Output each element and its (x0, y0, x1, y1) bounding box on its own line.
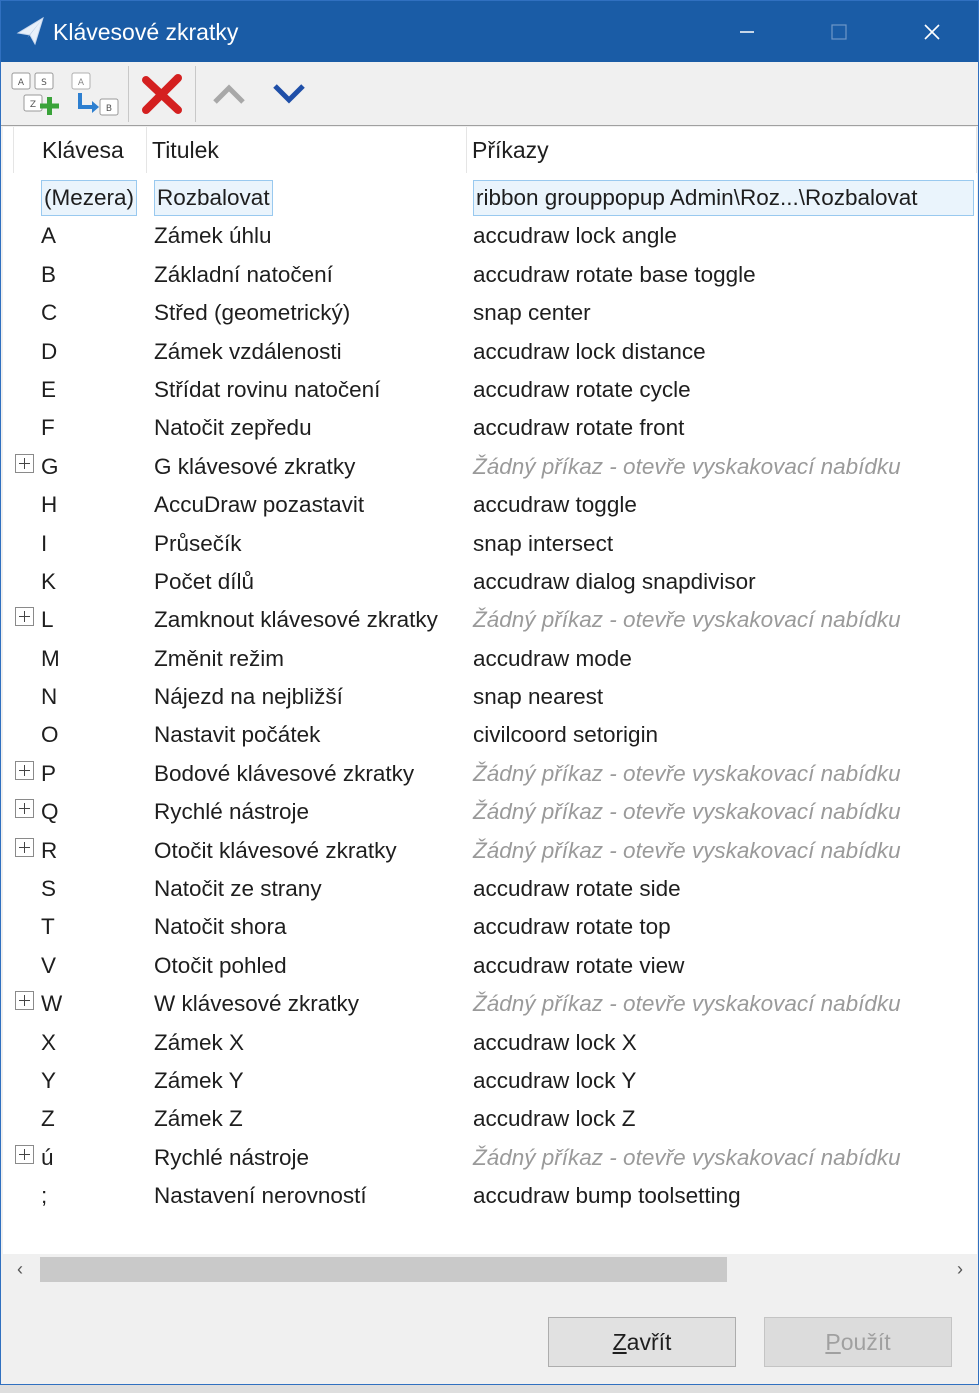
window-title: Klávesové zkratky (53, 19, 239, 45)
cell-title: Natočit ze strany (154, 876, 322, 902)
cell-key: Q (41, 799, 59, 825)
table-row[interactable] (3, 256, 977, 294)
cell-title: Zámek úhlu (154, 223, 272, 249)
cell-command: snap nearest (473, 684, 604, 710)
chevron-left-icon: ‹ (17, 1259, 23, 1279)
cell-key: P (41, 760, 57, 786)
shortcut-list[interactable] (3, 127, 977, 1254)
cell-command: accudraw rotate top (473, 914, 671, 940)
table-row[interactable] (3, 371, 977, 409)
cell-command: accudraw mode (473, 645, 632, 671)
cell-command: Žádný příkaz - otevře vyskakovací nabídku (473, 1144, 901, 1170)
cell-command: accudraw lock X (473, 1029, 637, 1055)
cell-key: ú (41, 1144, 54, 1170)
cell-key: A (41, 223, 57, 249)
toolbar (1, 62, 978, 126)
table-row[interactable] (3, 985, 977, 1023)
cell-key: W (41, 991, 63, 1017)
cell-title: Zámek Z (154, 1106, 243, 1132)
cell-title: Zámek Y (154, 1067, 244, 1093)
expand-icon[interactable] (15, 838, 34, 857)
cell-key: R (41, 837, 58, 863)
table-row[interactable] (3, 793, 977, 831)
cell-title: AccuDraw pozastavit (154, 492, 365, 518)
cell-command: Žádný příkaz - otevře vyskakovací nabídku (473, 799, 901, 825)
cell-title: Rozbalovat (154, 180, 273, 216)
table-row[interactable] (3, 1177, 977, 1215)
cell-title: Zámek vzdálenosti (154, 338, 342, 364)
add-shortcut-icon (8, 67, 62, 121)
cell-command: Žádný příkaz - otevře vyskakovací nabídku (473, 837, 901, 863)
cell-title: W klávesové zkratky (154, 991, 360, 1017)
cell-command: Žádný příkaz - otevře vyskakovací nabídku (473, 607, 901, 633)
cell-key: Z (41, 1106, 55, 1132)
cell-key: (Mezera) (41, 180, 137, 216)
cell-command: accudraw lock Y (473, 1067, 637, 1093)
cell-title: Počet dílů (154, 568, 255, 594)
cell-title: Nastavení nerovností (154, 1183, 367, 1209)
title-bar (1, 1, 978, 62)
cell-command: Žádný příkaz - otevře vyskakovací nabídku (473, 991, 901, 1017)
cell-key: I (41, 530, 48, 556)
cell-command: accudraw rotate base toggle (473, 261, 756, 287)
table-row[interactable] (3, 716, 977, 754)
cell-key: L (41, 607, 54, 633)
table-row[interactable] (3, 563, 977, 601)
cell-command: accudraw rotate cycle (473, 376, 691, 402)
toolbar-separator (128, 66, 129, 122)
svg-text:B: B (105, 104, 113, 114)
apply-button[interactable] (764, 1317, 952, 1367)
horizontal-scrollbar[interactable] (3, 1254, 977, 1285)
cell-title: Otočit pohled (154, 952, 287, 978)
close-button[interactable] (548, 1317, 736, 1367)
cell-command: accudraw lock distance (473, 338, 706, 364)
column-header-title[interactable]: Titulek (147, 127, 467, 173)
table-row[interactable] (3, 448, 977, 486)
minimize-icon (739, 24, 755, 40)
cell-key: Y (41, 1067, 57, 1093)
cell-key: M (41, 645, 60, 671)
cell-title: Zámek X (154, 1029, 245, 1055)
cell-command: accudraw rotate front (473, 415, 685, 441)
delete-icon (140, 72, 184, 116)
cell-title: Rychlé nástroje (154, 1144, 310, 1170)
column-header-command[interactable]: Příkazy (467, 127, 977, 173)
cell-key: V (41, 952, 57, 978)
add-sub-shortcut-icon (66, 67, 122, 121)
list-header (3, 127, 977, 173)
cell-key: C (41, 300, 58, 326)
table-row[interactable] (3, 179, 977, 217)
cell-command: accudraw toggle (473, 492, 637, 518)
scroll-right-button[interactable] (943, 1254, 977, 1285)
table-row[interactable] (3, 640, 977, 678)
cell-title: Natočit shora (154, 914, 287, 940)
move-down-icon (269, 74, 309, 114)
cell-key: T (41, 914, 55, 940)
table-row[interactable] (3, 333, 977, 371)
svg-text:A: A (17, 78, 25, 88)
cell-command: accudraw dialog snapdivisor (473, 568, 756, 594)
toolbar-separator (195, 66, 196, 122)
cell-title: Střídat rovinu natočení (154, 376, 381, 402)
cell-title: G klávesové zkratky (154, 453, 356, 479)
cell-command: accudraw rotate view (473, 952, 685, 978)
table-row[interactable] (3, 755, 977, 793)
maximize-button[interactable] (793, 1, 885, 62)
cell-command: snap center (473, 300, 591, 326)
close-button-label: avřít (626, 1329, 672, 1355)
cell-key: K (41, 568, 57, 594)
move-down-button[interactable] (261, 66, 317, 122)
cell-command: Žádný příkaz - otevře vyskakovací nabídku (473, 760, 901, 786)
table-row[interactable] (3, 525, 977, 563)
table-row[interactable] (3, 1139, 977, 1177)
cell-key: O (41, 722, 59, 748)
svg-text:Z: Z (29, 100, 37, 110)
cell-key: N (41, 684, 58, 710)
cell-command: civilcoord setorigin (473, 722, 659, 748)
move-up-icon (209, 74, 249, 114)
cell-title: Otočit klávesové zkratky (154, 837, 397, 863)
svg-text:A: A (77, 78, 85, 88)
cell-command: snap intersect (473, 530, 614, 556)
close-window-button[interactable] (886, 1, 978, 62)
table-row[interactable] (3, 947, 977, 985)
cell-key: X (41, 1029, 57, 1055)
table-row[interactable] (3, 601, 977, 639)
table-row[interactable] (3, 1100, 977, 1138)
cell-title: Bodové klávesové zkratky (154, 760, 415, 786)
table-row[interactable] (3, 870, 977, 908)
cell-title: Nastavit počátek (154, 722, 321, 748)
move-up-button[interactable] (201, 66, 257, 122)
cell-key: F (41, 415, 55, 441)
add-shortcut-button[interactable] (7, 66, 63, 122)
column-header-key[interactable]: Klávesa (13, 127, 147, 173)
close-button-mnemonic: Z (612, 1329, 627, 1355)
table-row[interactable] (3, 294, 977, 332)
expand-icon[interactable] (15, 991, 34, 1010)
cell-command: accudraw bump toolsetting (473, 1183, 741, 1209)
minimize-button[interactable] (701, 1, 793, 62)
apply-button-mnemonic: P (825, 1329, 841, 1355)
app-icon (15, 15, 47, 47)
expand-icon[interactable] (15, 454, 34, 473)
cell-key: G (41, 453, 59, 479)
cell-command: ribbon grouppopup Admin\Roz...\Rozbalovat (473, 180, 974, 216)
scroll-left-button[interactable] (3, 1254, 37, 1285)
cell-key: D (41, 338, 58, 364)
expand-icon[interactable] (15, 799, 34, 818)
cell-command: accudraw lock angle (473, 223, 677, 249)
table-row[interactable] (3, 678, 977, 716)
cell-command: Žádný příkaz - otevře vyskakovací nabídku (473, 453, 901, 479)
close-icon (923, 23, 941, 41)
table-row[interactable] (3, 832, 977, 870)
table-row[interactable] (3, 409, 977, 447)
cell-key: B (41, 261, 57, 287)
list-rows (3, 179, 977, 1216)
cell-key: S (41, 876, 57, 902)
cell-title: Natočit zepředu (154, 415, 312, 441)
cell-command: accudraw rotate side (473, 876, 681, 902)
cell-title: Nájezd na nejbližší (154, 684, 343, 710)
expand-icon[interactable] (15, 1145, 34, 1164)
cell-title: Průsečík (154, 530, 242, 556)
table-row[interactable] (3, 217, 977, 255)
chevron-right-icon: › (957, 1259, 963, 1279)
table-row[interactable] (3, 908, 977, 946)
cell-title: Základní natočení (154, 261, 333, 287)
expand-icon[interactable] (15, 761, 34, 780)
table-row[interactable] (3, 1024, 977, 1062)
table-row[interactable] (3, 486, 977, 524)
cell-key: ; (41, 1183, 48, 1209)
table-row[interactable] (3, 1062, 977, 1100)
cell-title: Střed (geometrický) (154, 300, 351, 326)
add-sub-shortcut-button[interactable] (65, 66, 123, 122)
cell-command: accudraw lock Z (473, 1106, 636, 1132)
cell-title: Zamknout klávesové zkratky (154, 607, 438, 633)
apply-button-label: oužít (840, 1329, 891, 1355)
cell-title: Rychlé nástroje (154, 799, 310, 825)
cell-key: E (41, 376, 57, 402)
maximize-icon (831, 24, 847, 40)
cell-title: Změnit režim (154, 645, 285, 671)
cell-key: H (41, 492, 58, 518)
expand-icon[interactable] (15, 607, 34, 626)
svg-text:S: S (41, 78, 47, 88)
delete-button[interactable] (135, 66, 189, 122)
scrollbar-thumb[interactable] (40, 1257, 727, 1282)
